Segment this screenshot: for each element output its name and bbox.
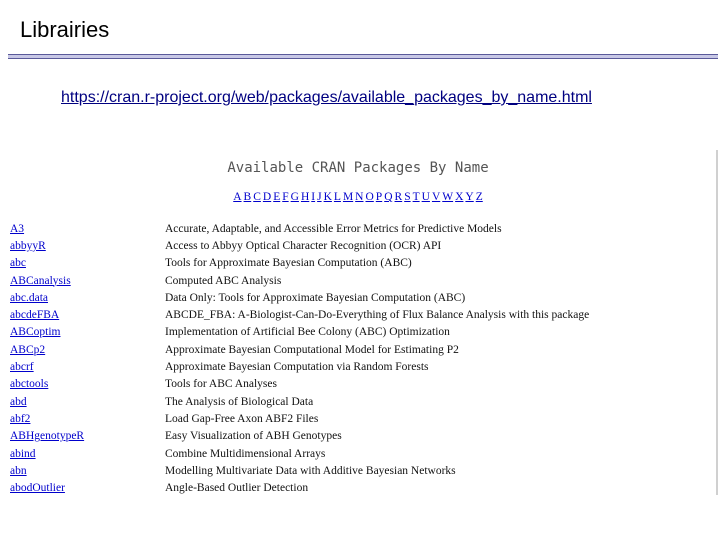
- letter-link-q[interactable]: Q: [384, 191, 393, 203]
- slide-title: Librairies: [20, 17, 110, 42]
- letter-link-k[interactable]: K: [323, 191, 332, 203]
- package-row: [10, 376, 710, 393]
- package-name-link[interactable]: abn: [10, 464, 27, 477]
- letter-link-y[interactable]: Y: [465, 191, 474, 203]
- package-name-link[interactable]: abodOutlier: [10, 482, 65, 495]
- letter-link-j[interactable]: J: [317, 191, 322, 203]
- letter-link-v[interactable]: V: [431, 191, 441, 203]
- package-description: Implementation of Artificial Bee Colony (ABC) Optimization: [165, 326, 450, 339]
- package-name-link[interactable]: abind: [10, 447, 36, 460]
- letter-link-u[interactable]: U: [421, 191, 430, 203]
- package-row: [10, 324, 710, 341]
- package-description: ABCDE_FBA: A-Biologist-Can-Do-Everything of Flux Balance Analysis with this package: [165, 309, 590, 322]
- package-name-link[interactable]: ABCanalysis: [10, 274, 71, 287]
- package-table: [10, 220, 710, 497]
- letter-link-p[interactable]: P: [375, 191, 383, 203]
- package-description: Computed ABC Analysis: [165, 274, 282, 287]
- letter-link-s[interactable]: S: [404, 191, 411, 203]
- package-row: [10, 272, 710, 289]
- package-name-link[interactable]: ABCp2: [10, 343, 46, 356]
- package-row: [10, 445, 710, 462]
- letter-link-l[interactable]: L: [333, 191, 341, 203]
- package-name-link[interactable]: abbyyR: [10, 239, 46, 252]
- package-name-link[interactable]: abd: [10, 395, 27, 408]
- letter-link-n[interactable]: N: [355, 191, 364, 203]
- page-heading: Available CRAN Packages By Name: [227, 160, 489, 176]
- package-row: [10, 306, 710, 323]
- package-description: Easy Visualization of ABH Genotypes: [165, 430, 342, 443]
- letter-link-z[interactable]: Z: [475, 191, 483, 203]
- package-row: [10, 289, 710, 306]
- letter-link-o[interactable]: O: [365, 191, 374, 203]
- letter-link-t[interactable]: T: [412, 191, 420, 203]
- package-description: Data Only: Tools for Approximate Bayesian Computation (ABC): [165, 291, 466, 304]
- package-row: [10, 220, 710, 237]
- title-divider: [8, 54, 718, 59]
- letter-link-e[interactable]: E: [273, 191, 281, 203]
- letter-link-x[interactable]: X: [455, 191, 464, 203]
- package-description: The Analysis of Biological Data: [165, 395, 314, 408]
- package-description: Tools for Approximate Bayesian Computation (ABC): [165, 257, 412, 270]
- package-name-link[interactable]: abctools: [10, 378, 49, 391]
- letter-link-f[interactable]: F: [282, 191, 289, 203]
- package-description: Approximate Bayesian Computation via Random Forests: [165, 361, 429, 374]
- package-name-link[interactable]: abf2: [10, 412, 31, 425]
- package-name-link[interactable]: A3: [10, 222, 25, 235]
- letter-link-m[interactable]: M: [342, 191, 354, 203]
- package-description: Access to Abbyy Optical Character Recognition (OCR) API: [165, 239, 442, 252]
- package-description: Tools for ABC Analyses: [165, 378, 277, 391]
- letter-link-d[interactable]: D: [262, 191, 272, 203]
- package-name-link[interactable]: ABHgenotypeR: [10, 430, 85, 443]
- package-description: Approximate Bayesian Computational Model for Estimating P2: [165, 343, 459, 356]
- letter-link-r[interactable]: R: [394, 191, 403, 203]
- letter-link-i[interactable]: I: [311, 191, 316, 203]
- letter-link-b[interactable]: B: [243, 191, 252, 203]
- package-name-link[interactable]: ABCoptim: [10, 326, 61, 339]
- package-description: Angle-Based Outlier Detection: [165, 482, 309, 495]
- letter-link-g[interactable]: G: [290, 191, 299, 203]
- package-row: [10, 255, 710, 272]
- package-row: [10, 462, 710, 479]
- package-description: Load Gap-Free Axon ABF2 Files: [165, 412, 319, 425]
- package-row: [10, 393, 710, 410]
- package-row: [10, 428, 710, 445]
- package-name-link[interactable]: abcdeFBA: [10, 309, 60, 322]
- package-name-link[interactable]: abcrf: [10, 361, 34, 374]
- alphabet-nav: [0, 190, 716, 204]
- package-description: Accurate, Adaptable, and Accessible Error Metrics for Predictive Models: [165, 222, 502, 235]
- scrollbar-edge: [716, 150, 718, 495]
- cran-url-link[interactable]: https://cran.r-project.org/web/packages/available_packages_by_name.html: [61, 89, 592, 106]
- cran-page-screenshot: [0, 150, 720, 500]
- package-row: [10, 358, 710, 375]
- letter-link-h[interactable]: H: [300, 191, 310, 203]
- package-description: Combine Multidimensional Arrays: [165, 447, 326, 460]
- package-description: Modelling Multivariate Data with Additive Bayesian Networks: [165, 464, 456, 477]
- letter-link-a[interactable]: A: [233, 191, 242, 203]
- package-row: [10, 237, 710, 254]
- package-row: [10, 410, 710, 427]
- package-row: [10, 479, 710, 496]
- letter-link-w[interactable]: W: [442, 191, 454, 203]
- package-name-link[interactable]: abc: [10, 257, 26, 270]
- package-row: [10, 341, 710, 358]
- package-name-link[interactable]: abc.data: [10, 291, 48, 304]
- letter-link-c[interactable]: C: [253, 191, 261, 203]
